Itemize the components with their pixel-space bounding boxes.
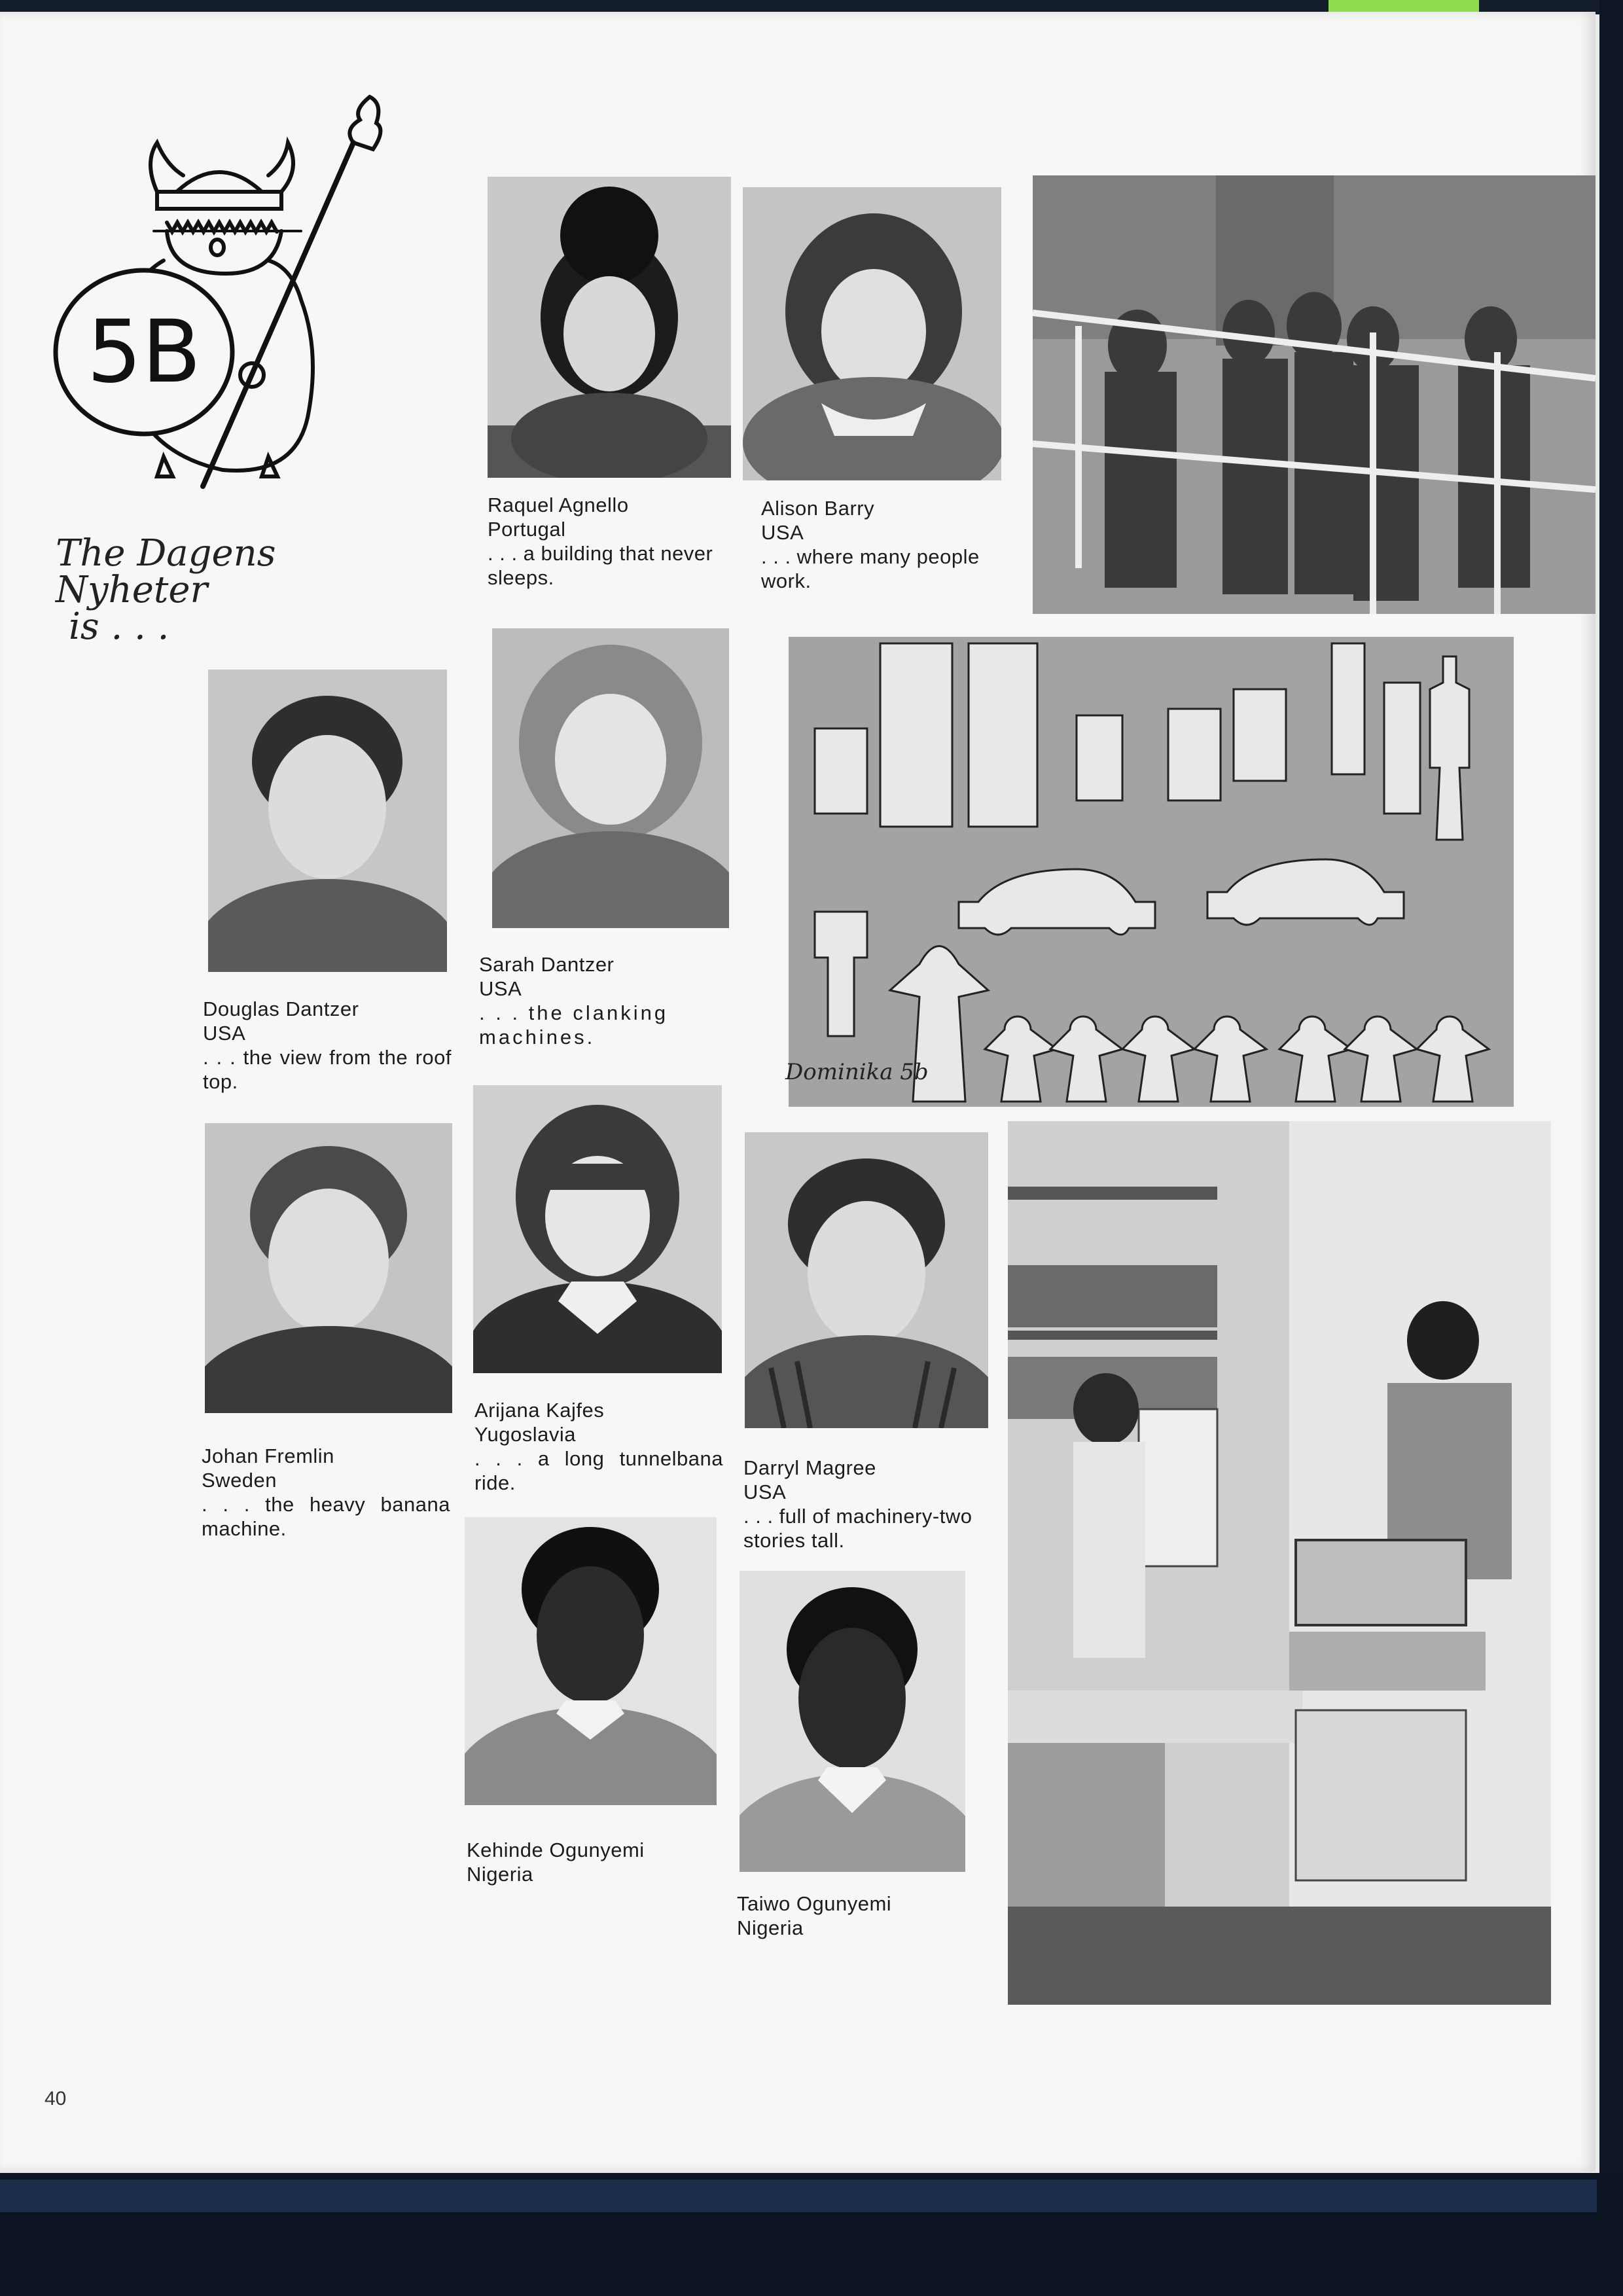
portrait-johan-fremlin bbox=[205, 1123, 452, 1413]
caption-sarah-dantzer bbox=[479, 952, 728, 1049]
newspaper-cutout-collage bbox=[789, 637, 1514, 1107]
student-name: Darryl Magree bbox=[743, 1456, 876, 1479]
photo-group-at-railing bbox=[1033, 175, 1596, 614]
student-country: Nigeria bbox=[737, 1916, 804, 1939]
caption-taiwo-ogunyemi bbox=[737, 1892, 986, 1940]
caption-douglas-dantzer bbox=[203, 997, 452, 1094]
page-intro-script bbox=[56, 532, 422, 648]
photo-classroom-boxes bbox=[1008, 1121, 1551, 2005]
student-name: Kehinde Ogunyemi bbox=[467, 1839, 645, 1861]
student-quote: . . . a building that never sleeps. bbox=[488, 542, 713, 589]
student-country: USA bbox=[479, 977, 522, 1000]
student-country: USA bbox=[761, 521, 804, 544]
portrait-douglas-dantzer bbox=[208, 670, 447, 972]
portrait-arijana-kajfes bbox=[473, 1085, 722, 1373]
portrait-kehinde-ogunyemi bbox=[465, 1517, 717, 1805]
caption-darryl-magree bbox=[743, 1456, 995, 1552]
collage-signature: Dominika 5b bbox=[785, 1059, 929, 1085]
student-quote: . . . the heavy banana machine. bbox=[202, 1493, 450, 1540]
student-quote: . . . the clanking machines. bbox=[479, 1001, 669, 1049]
caption-kehinde-ogunyemi bbox=[467, 1838, 715, 1886]
page-number: 40 bbox=[45, 2088, 67, 2109]
caption-raquel-agnello bbox=[488, 493, 736, 590]
student-country: Portugal bbox=[488, 518, 566, 541]
student-name: Arijana Kajfes bbox=[474, 1399, 605, 1422]
student-name: Sarah Dantzer bbox=[479, 953, 615, 976]
student-country: USA bbox=[203, 1022, 246, 1045]
student-quote: . . . where many people work. bbox=[761, 545, 980, 592]
student-name: Johan Fremlin bbox=[202, 1444, 334, 1467]
yearbook-page bbox=[0, 12, 1596, 2172]
student-name: Alison Barry bbox=[761, 497, 875, 520]
scan-edge-right bbox=[1599, 0, 1623, 2296]
student-quote: . . . a long tunnelbana ride. bbox=[474, 1447, 723, 1494]
student-country: Yugoslavia bbox=[474, 1423, 576, 1446]
caption-alison-barry bbox=[761, 496, 1010, 593]
logo-text: 5B bbox=[86, 302, 202, 403]
student-quote: . . . full of machinery-two stories tall. bbox=[743, 1505, 972, 1552]
caption-arijana-kajfes bbox=[474, 1398, 723, 1495]
student-country: Nigeria bbox=[467, 1863, 533, 1886]
student-quote: . . . the view from the roof top. bbox=[203, 1046, 452, 1093]
caption-johan-fremlin bbox=[202, 1444, 450, 1541]
portrait-darryl-magree bbox=[745, 1132, 988, 1428]
student-name: Raquel Agnello bbox=[488, 493, 629, 516]
portrait-alison-barry bbox=[743, 187, 1001, 480]
intro-line-1: The Dagens Nyheter bbox=[56, 532, 276, 611]
intro-line-2: is . . . bbox=[69, 605, 169, 648]
student-country: Sweden bbox=[202, 1469, 277, 1492]
student-country: USA bbox=[743, 1480, 787, 1503]
portrait-sarah-dantzer bbox=[492, 628, 729, 928]
student-name: Taiwo Ogunyemi bbox=[737, 1892, 892, 1915]
portrait-raquel-agnello bbox=[488, 177, 731, 478]
viking-mascot-logo bbox=[46, 51, 412, 522]
portrait-taiwo-ogunyemi bbox=[740, 1571, 965, 1872]
color-tab bbox=[1329, 0, 1479, 12]
student-name: Douglas Dantzer bbox=[203, 997, 359, 1020]
binding-band bbox=[0, 2179, 1597, 2212]
